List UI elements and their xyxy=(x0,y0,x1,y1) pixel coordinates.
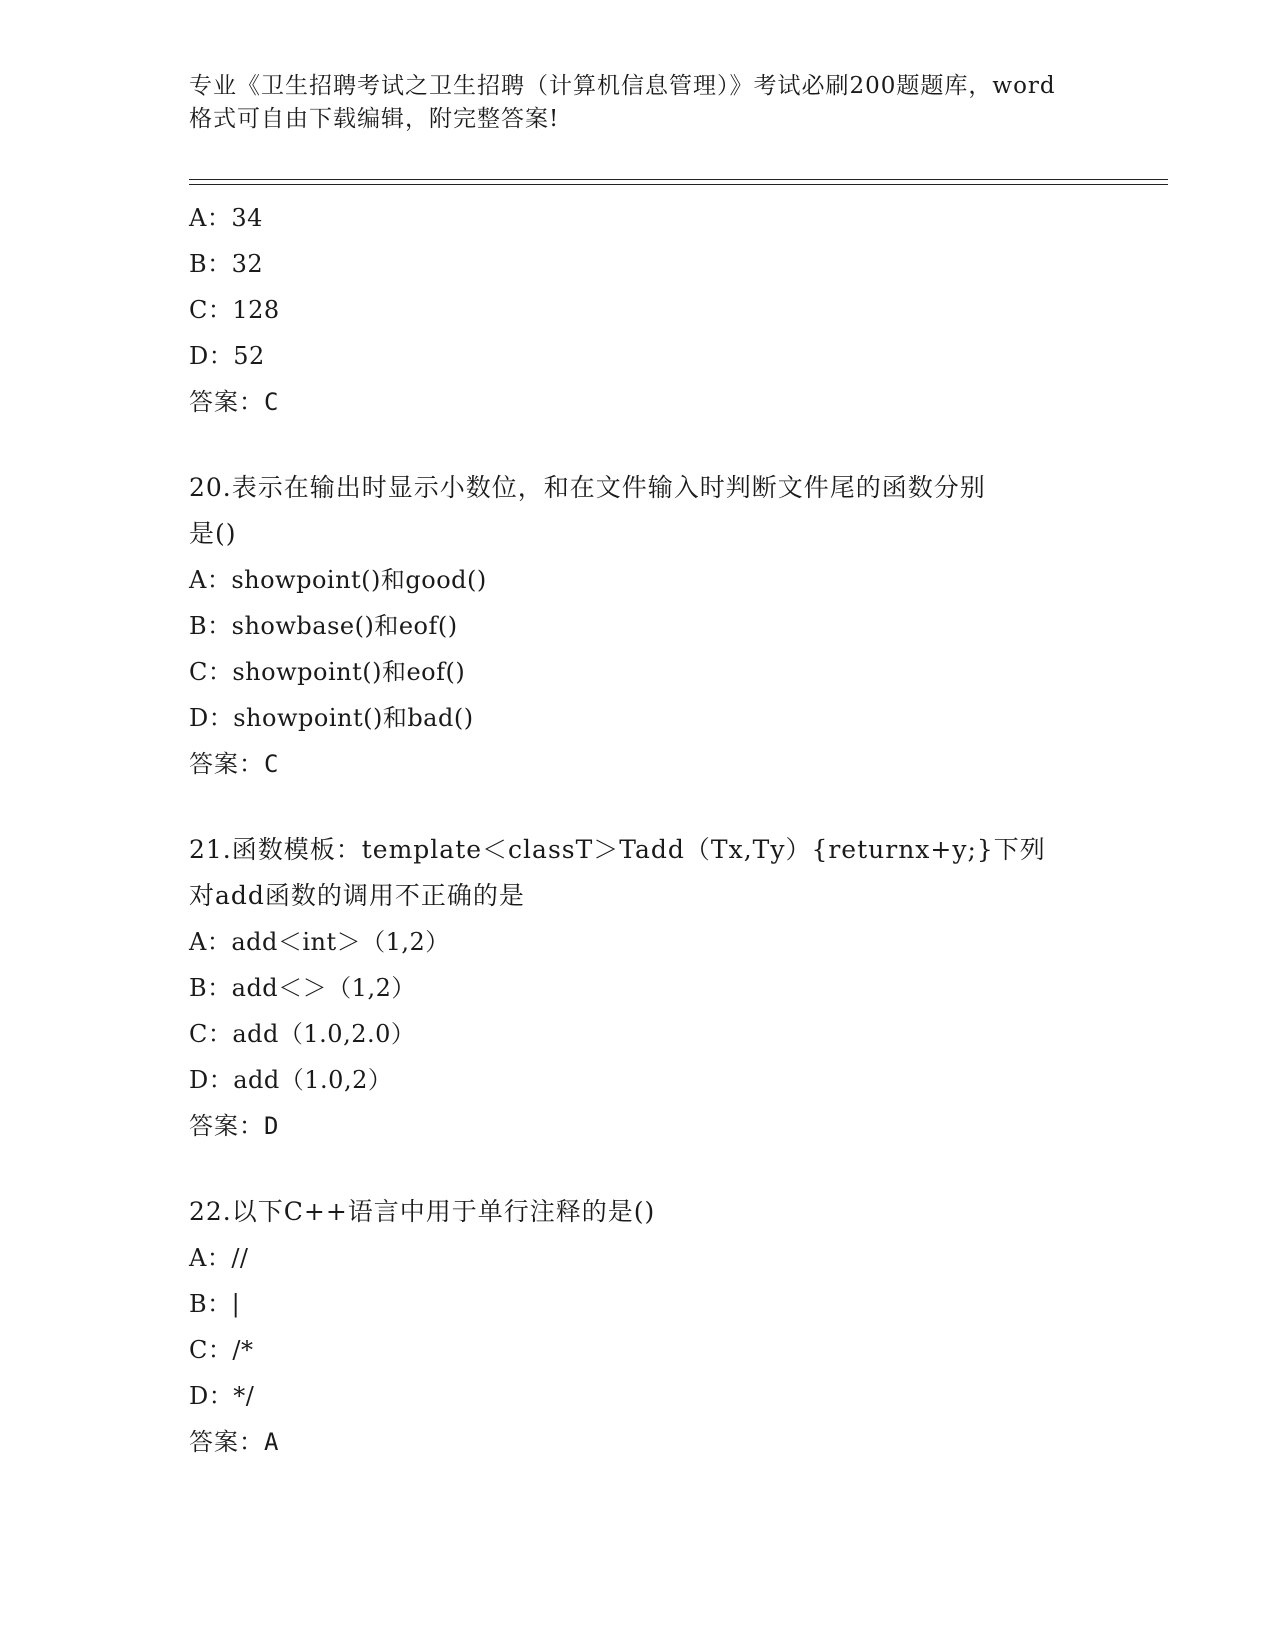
option-d: D：52 xyxy=(189,342,265,370)
header-rule-bottom xyxy=(189,184,1168,185)
option-a: A：34 xyxy=(189,204,263,232)
answer-line: 答案：A xyxy=(189,1428,280,1456)
question-block-22 xyxy=(189,1189,1109,1465)
question-text-line-1: 21.函数模板：template＜classT＞Tadd（Tx,Ty）{returnx+y;}下列 xyxy=(189,835,1046,864)
header-rule-top xyxy=(189,179,1168,180)
option-b: B：| xyxy=(189,1290,241,1318)
option-d: D：*/ xyxy=(189,1382,255,1410)
option-a: A：// xyxy=(189,1244,249,1272)
question-text-line-2: 对add函数的调用不正确的是 xyxy=(189,881,525,910)
option-d: D：add（1.0,2） xyxy=(189,1066,393,1094)
question-block-20 xyxy=(189,465,1109,787)
question-text-line-1: 20.表示在输出时显示小数位，和在文件输入时判断文件尾的函数分别 xyxy=(189,473,986,502)
option-a: A：add＜int＞（1,2） xyxy=(189,928,450,956)
answer-line: 答案：C xyxy=(189,750,280,778)
option-c: C：128 xyxy=(189,296,280,324)
option-c: C：showpoint()和eof() xyxy=(189,658,466,686)
question-text-line-2: 是() xyxy=(189,519,237,548)
option-a: A：showpoint()和good() xyxy=(189,566,487,594)
prev-question-block xyxy=(189,195,1109,425)
option-b: B：showbase()和eof() xyxy=(189,612,458,640)
question-block-21 xyxy=(189,827,1109,1149)
option-b: B：32 xyxy=(189,250,264,278)
document-header xyxy=(189,70,1169,136)
header-line-2: 格式可自由下载编辑，附完整答案! xyxy=(189,106,560,132)
header-line-1: 专业《卫生招聘考试之卫生招聘（计算机信息管理）》考试必刷200题题库，word xyxy=(189,73,1056,99)
option-d: D：showpoint()和bad() xyxy=(189,704,474,732)
answer-line: 答案：D xyxy=(189,1112,280,1140)
question-text-line-1: 22.以下C++语言中用于单行注释的是() xyxy=(189,1197,656,1226)
option-c: C：add（1.0,2.0） xyxy=(189,1020,416,1048)
option-c: C：/* xyxy=(189,1336,254,1364)
answer-line: 答案：C xyxy=(189,388,280,416)
document-body xyxy=(189,195,1109,1465)
option-b: B：add＜＞（1,2） xyxy=(189,974,416,1002)
